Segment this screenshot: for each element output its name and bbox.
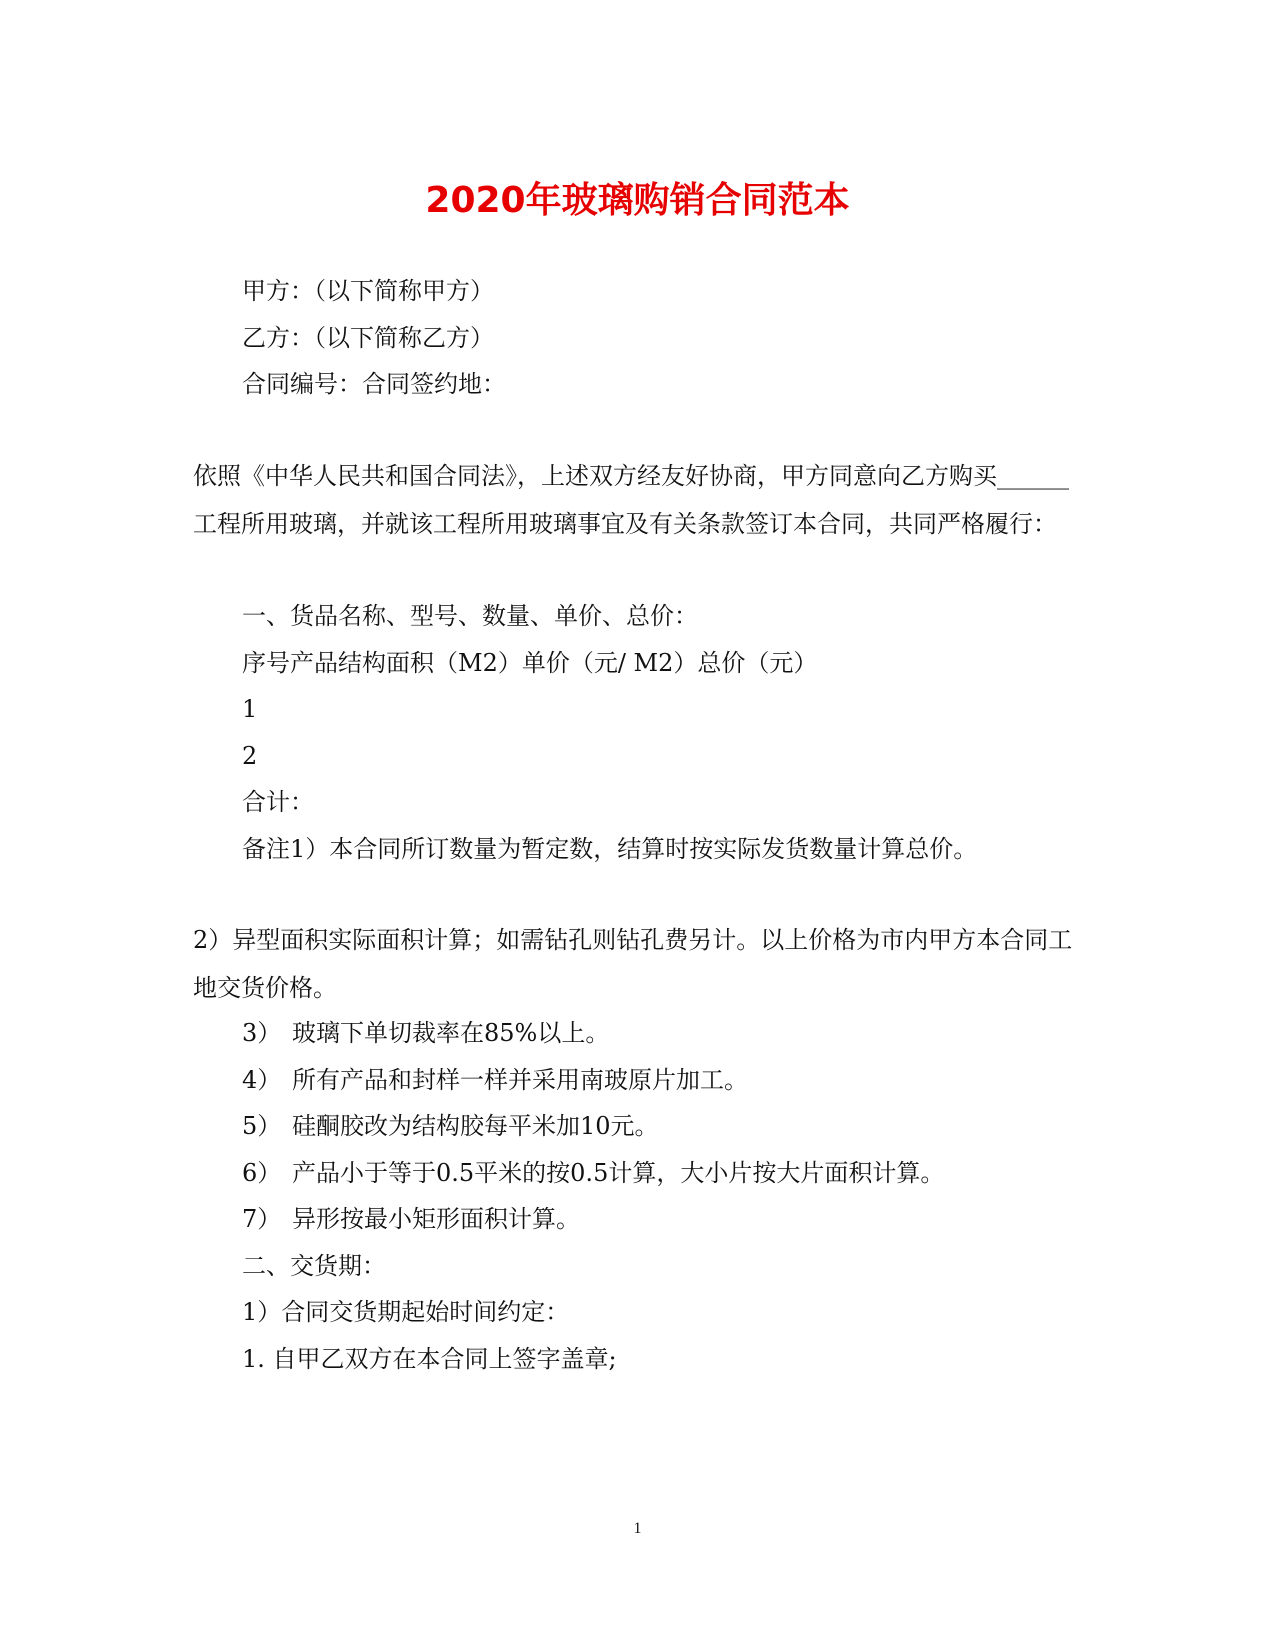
note-1: 备注1）本合同所订数量为暂定数，结算时按实际发货数量计算总价。: [242, 835, 978, 863]
document-title: 2020年玻璃购销合同范本: [425, 180, 850, 221]
note-item-text: 异形按最小矩形面积计算。: [292, 1205, 580, 1233]
note-item-3: [242, 1018, 609, 1048]
goods-row-1: 1: [242, 695, 258, 723]
note-item-text: 硅酮胶改为结构胶每平米加10元。: [292, 1112, 659, 1140]
note-item-4: [242, 1065, 748, 1095]
note-item-5: [242, 1111, 659, 1141]
goods-table-header: 序号产品结构面积（M2）单价（元/ M2）总价（元）: [242, 649, 818, 677]
delivery-sub-1: 1）合同交货期起始时间约定：: [242, 1298, 570, 1326]
section1-heading: 一、货品名称、型号、数量、单价、总价：: [242, 602, 698, 630]
note-item-number: 3）: [242, 1019, 282, 1047]
page-number: 1: [633, 1520, 642, 1537]
delivery-sub-1-item-1: 1. 自甲乙双方在本合同上签字盖章;: [242, 1345, 617, 1373]
party-b-line: 乙方：（以下简称乙方）: [242, 324, 494, 352]
intro-paragraph: 依照《中华人民共和国合同法》，上述双方经友好协商，甲方同意向乙方购买______工程所用玻璃，并就该工程所用玻璃事宜及有关条款签订本合同，共同严格履行：: [193, 462, 1069, 538]
party-a-line: 甲方：（以下简称甲方）: [242, 277, 494, 305]
note-item-number: 4）: [242, 1066, 282, 1094]
note-item-number: 5）: [242, 1112, 282, 1140]
note-item-7: [242, 1204, 580, 1234]
goods-row-2: 2: [242, 742, 258, 770]
contract-number-line: 合同编号：合同签约地：: [242, 370, 506, 398]
note-item-text: 玻璃下单切裁率在85%以上。: [292, 1019, 610, 1047]
section2-heading: 二、交货期：: [242, 1252, 386, 1280]
note-item-text: 产品小于等于0.5平米的按0.5计算，大小片按大片面积计算。: [292, 1159, 945, 1187]
note-item-number: 7）: [242, 1205, 282, 1233]
note-item-text: 所有产品和封样一样并采用南玻原片加工。: [292, 1066, 748, 1094]
note-item-number: 6）: [242, 1159, 282, 1187]
note-item-6: [242, 1158, 944, 1188]
note-2: 2）异型面积实际面积计算；如需钻孔则钻孔费另计。以上价格为市内甲方本合同工地交货价格。: [193, 926, 1073, 1002]
goods-total: 合计：: [242, 788, 314, 816]
